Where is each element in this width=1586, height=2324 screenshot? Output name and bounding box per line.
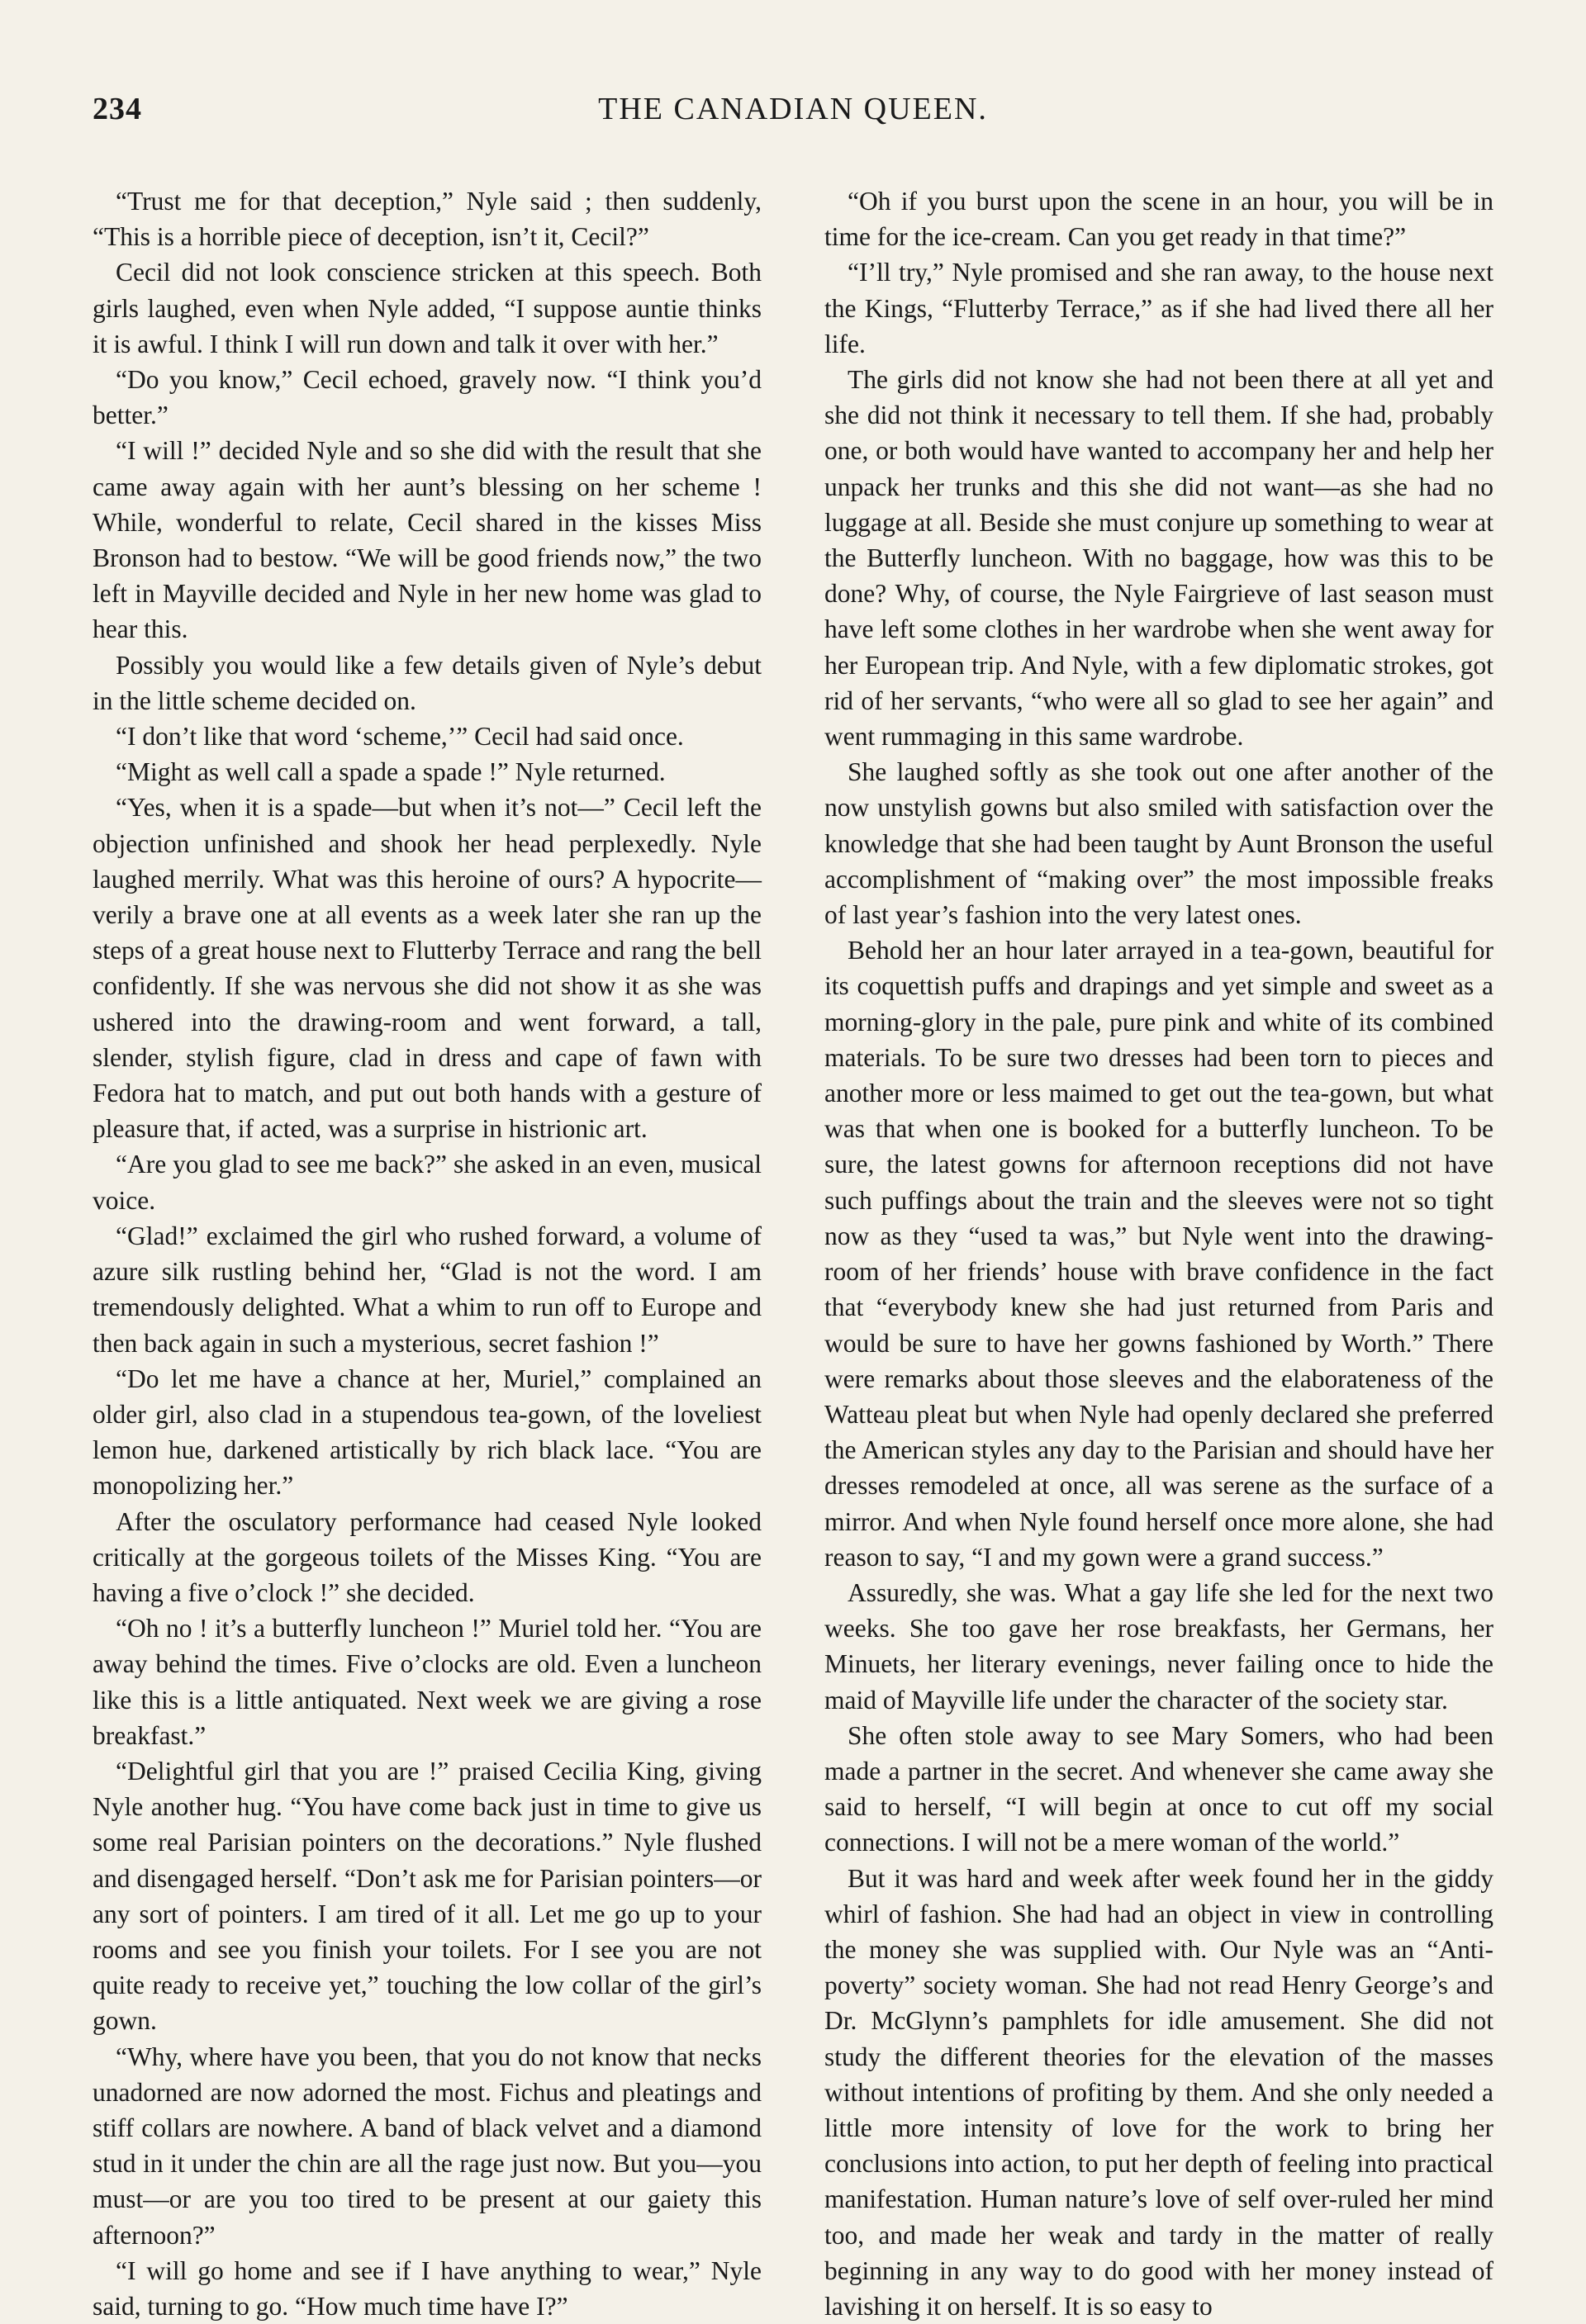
paragraph: But it was hard and week after week found her in the giddy whirl of fashion. She had had an object in view in controlling the money she was supplied with. Our Nyle was an “Anti-poverty” society woman. She had not read Henry George’s and Dr. McGlynn’s pamphlets for idle amusement. She did not study the different theories for the elevation of the masses without intentions of profiting by them. And she only needed a little more intensity of love for the work to bring her conclusions into action, to put her depth of feeling into practical manifestation. Human nature’s love of self over-ruled her mind too, and made her weak and tardy in the matter of really beginning in any way to do good with her money instead of lavishing it on herself. It is so easy to	[824, 1863, 1493, 2321]
paragraph: She often stole away to see Mary Somers, who had been made a partner in the secret. And whenever she came away she said to herself, “I will begin at once to cut off my social connections. I will not be a mere woman of the world.”	[824, 1720, 1493, 1857]
paragraph: “I’ll try,” Nyle promised and she ran away, to the house next the Kings, “Flutterby Terrace,” as if she had lived there all her life.	[824, 258, 1493, 358]
paragraph: She laughed softly as she took out one after another of the now unstylish gowns but also smiled with satisfaction over the knowledge that she had been taught by Aunt Bronson the useful accomplishment of “making over” the most impossible freaks of last year’s fashion into the very latest ones.	[824, 757, 1493, 930]
paragraph: Possibly you would like a few details given of Nyle’s debut in the little scheme decided on.	[93, 650, 762, 715]
paragraph: “Do you know,” Cecil echoed, gravely now. “I think you’d better.”	[93, 365, 762, 430]
paragraph: “Might as well call a spade a spade !” Nyle returned.	[116, 757, 666, 787]
paragraph: After the osculatory performance had ceased Nyle looked critically at the gorgeous toilets of the Misses King. “You are having a five o’clock !” she decided.	[93, 1506, 762, 1607]
paragraph: “Delightful girl that you are !” praised Cecilia King, giving Nyle another hug. “You have come back just in time to give us some real Parisian pointers on the decorations.” Nyle flushed and disengaged herself. “Don’t ask me for Parisian pointers—or any sort of pointers. I am tired of it all. Let me go up to your rooms and see you finish your toilets. For I see you are not quite ready to receive yet,” touching the low collar of the girl’s gown.	[93, 1756, 762, 2036]
page-number: 234	[93, 92, 142, 126]
right-column	[824, 183, 1493, 2321]
paragraph: “Oh if you burst upon the scene in an hour, you will be in time for the ice-cream. Can you get ready in that time?”	[824, 187, 1493, 252]
left-column	[93, 183, 762, 2321]
journal-title: THE CANADIAN QUEEN.	[598, 92, 988, 126]
paragraph: “Are you glad to see me back?” she asked in an even, musical voice.	[93, 1150, 762, 1215]
paragraph: “Why, where have you been, that you do not know that necks unadorned are now adorned the most. Fichus and pleatings and stiff collars are nowhere. A band of black velvet and a diamond stud in it under the chin are all the rage just now. But you—you must—or are you too tired to be present at our gaiety this afternoon?”	[93, 2042, 762, 2250]
paragraph: “I don’t like that word ‘scheme,’” Cecil had said once.	[116, 722, 684, 752]
paragraph: Cecil did not look conscience stricken at this speech. Both girls laughed, even when Nyle added, “I suppose auntie thinks it is awful. I think I will run down and talk it over with her.”	[93, 258, 762, 358]
paragraph: “Do let me have a chance at her, Muriel,” complained an older girl, also clad in a stupendous tea-gown, of the loveliest lemon hue, darkened artistically by rich black lace. “You are monopolizing her.”	[93, 1364, 762, 1501]
paragraph: Behold her an hour later arrayed in a tea-gown, beautiful for its coquettish puffs and drapings and yet simple and sweet as a morning-glory in the pale, pure pink and white of its combined materials. To be sure two dresses had been torn to pieces and another more or less maimed to get out the tea-gown, but what was that when one is booked for a butterfly luncheon. To be sure, the latest gowns for afternoon receptions did not have such puffings about the train and the sleeves were not so tight now as they “used ta was,” but Nyle went into the drawing-room of her friends’ house with brave confidence in the fact that “everybody knew she had just returned from Paris and would be sure to have her gowns fashioned by Worth.” There were remarks about those sleeves and the elaborateness of the Watteau pleat but when Nyle had openly declared she preferred the American styles any day to the Parisian and should have her dresses remodeled at once, all was serene as the surface of a mirror. And when Nyle found herself once more alone, she had reason to say, “I and my gown were a grand success.”	[824, 936, 1493, 1572]
paragraph: The girls did not know she had not been there at all yet and she did not think it necessary to tell them. If she had, probably one, or both would have wanted to accompany her and help her unpack her trunks and this she did not want—as she had no luggage at all. Beside she must conjure up something to wear at the Butterfly luncheon. With no baggage, how was this to be done? Why, of course, the Nyle Fairgrieve of last season must have left some clothes in her wardrobe when she went away for her European trip. And Nyle, with a few diplomatic strokes, got rid of her servants, “who were all so glad to see her again” and went rummaging in this same wardrobe.	[824, 365, 1493, 752]
paragraph: “Trust me for that deception,” Nyle said ; then suddenly, “This is a horrible piece of deception, isn’t it, Cecil?”	[93, 187, 762, 252]
page-header	[0, 76, 1586, 126]
paragraph: “I will go home and see if I have anything to wear,” Nyle said, turning to go. “How much time have I?”	[93, 2255, 762, 2321]
paragraph: Assuredly, she was. What a gay life she led for the next two weeks. She too gave her rose breakfasts, her Germans, her Minuets, her literary evenings, never failing once to hide the maid of Mayville life under the character of the society star.	[824, 1577, 1493, 1715]
paragraph: “Oh no ! it’s a butterfly luncheon !” Muriel told her. “You are away behind the times. Five o’clocks are old. Even a luncheon like this is a little antiquated. Next week we are giving a rose breakfast.”	[93, 1614, 762, 1750]
paragraph: “Yes, when it is a spade—but when it’s not—” Cecil left the objection unfinished and shook her head perplexedly. Nyle laughed merrily. What was this heroine of ours? A hypocrite—verily a brave one at all events as a week later she ran up the steps of a great house next to Flutterby Terrace and rang the bell confidently. If she was nervous she did not show it as she was ushered into the drawing-room and went forward, a tall, slender, stylish figure, clad in dress and cape of fawn with Fedora hat to match, and put out both hands with a gesture of pleasure that, if acted, was a surprise in histrionic art.	[93, 793, 762, 1144]
paragraph: “I will !” decided Nyle and so she did with the result that she came away again with her aunt’s blessing on her scheme ! While, wonderful to relate, Cecil shared in the kisses Miss Bronson had to bestow. “We will be good friends now,” the two left in Mayville decided and Nyle in her new home was glad to hear this.	[93, 436, 762, 644]
paragraph: “Glad!” exclaimed the girl who rushed forward, a volume of azure silk rustling behind her, “Glad is not the word. I am tremendously delighted. What a whim to run off to Europe and then back again in such a mysterious, secret fashion !”	[93, 1221, 762, 1358]
